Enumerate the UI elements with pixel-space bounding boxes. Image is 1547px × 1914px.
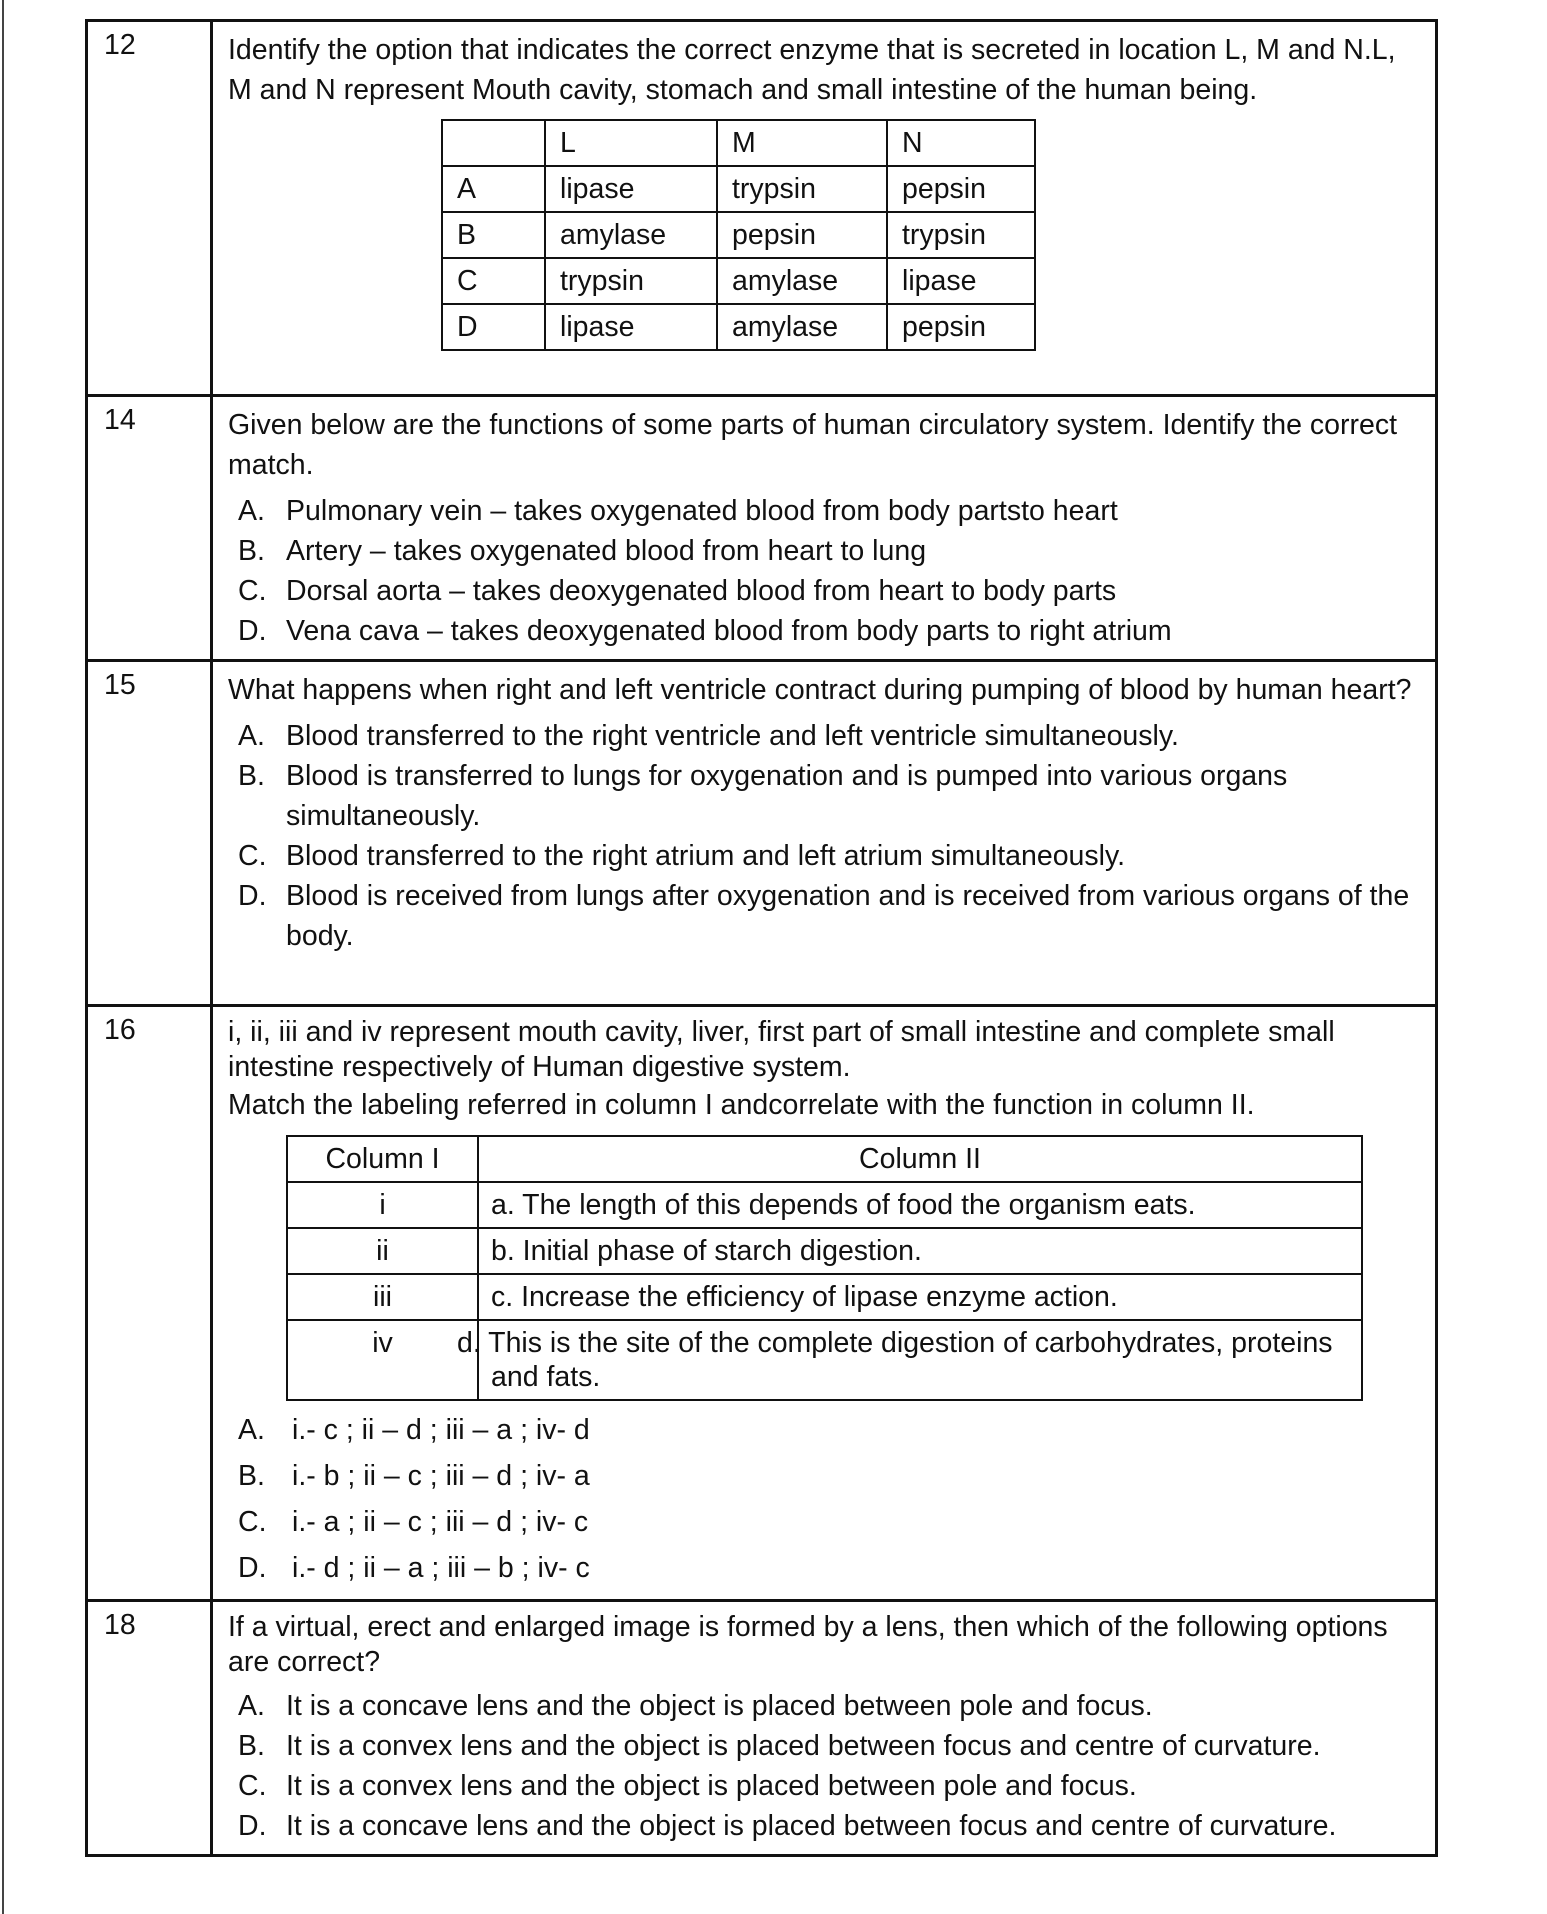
option-letter: B. [238,535,265,567]
option-item [228,836,1421,876]
table-cell: d. This is the site of the complete digestion of carbohydrates, proteins and fats. [478,1320,1362,1400]
option-item [228,491,1421,531]
table-cell: i [287,1182,478,1228]
question-row-15 [87,661,1437,1006]
option-letter: A. [238,720,265,752]
option-text: Artery – takes oxygenated blood from heart to lung [286,535,927,567]
table-cell: a. The length of this depends of food the organism eats. [478,1182,1362,1228]
table-cell: C [442,258,545,304]
option-item [228,1766,1421,1806]
option-item [228,716,1421,756]
table-cell: c. Increase the efficiency of lipase enzyme action. [478,1274,1362,1320]
option-text: It is a convex lens and the object is placed between focus and centre of curvature. [286,1730,1321,1762]
option-item [228,1545,1421,1591]
option-text: i.- d ; ii – a ; iii – b ; iv- c [292,1552,590,1584]
option-letter: B. [238,760,265,792]
question-body [212,1601,1437,1856]
table-cell: ii [287,1228,478,1274]
table-cell: amylase [545,212,717,258]
option-letter: D. [238,880,267,912]
option-letter: A. [238,495,265,527]
table-header-cell: Column I [287,1136,478,1182]
table-cell: iii [287,1274,478,1320]
table-cell: amylase [717,304,887,350]
table-row [442,304,1035,350]
table-row [287,1182,1362,1228]
table-row [442,258,1035,304]
option-text: It is a convex lens and the object is placed between pole and focus. [286,1770,1137,1802]
option-text: i.- c ; ii – d ; iii – a ; iv- d [292,1414,590,1446]
question-row-18 [87,1601,1437,1856]
option-text: i.- b ; ii – c ; iii – d ; iv- a [292,1460,590,1492]
table-cell: pepsin [887,166,1035,212]
question-text: i, ii, iii and iv represent mouth cavity, liver, first part of small intestine and complete small intestine respectively of Human digestive system. [228,1016,1335,1083]
question-number: 14 [87,396,212,661]
question-number: 15 [87,661,212,1006]
options-list [228,716,1421,956]
option-letter: D. [238,1552,267,1584]
table-cell: lipase [545,166,717,212]
question-table [85,19,1438,1857]
question-number: 18 [87,1601,212,1856]
table-cell: lipase [887,258,1035,304]
table-header-row [442,120,1035,166]
question-body [212,21,1437,396]
question-body [212,1006,1437,1601]
table-header-cell: N [887,120,1035,166]
table-cell: iv [287,1320,478,1400]
option-text: Blood transferred to the right atrium and left atrium simultaneously. [286,840,1126,872]
question-text: Given below are the functions of some parts of human circulatory system. Identify the correct match. [228,409,1398,481]
table-row [442,212,1035,258]
table-cell: b. Initial phase of starch digestion. [478,1228,1362,1274]
table-cell: pepsin [717,212,887,258]
question-text: If a virtual, erect and enlarged image is formed by a lens, then which of the following options are correct? [228,1611,1388,1678]
option-letter: D. [238,615,267,647]
table-row [287,1228,1362,1274]
options-list [228,1407,1421,1591]
option-text: Dorsal aorta – takes deoxygenated blood from heart to body parts [286,575,1117,607]
option-item [228,1726,1421,1766]
option-letter: C. [238,1506,267,1538]
option-text: Blood transferred to the right ventricle and left ventricle simultaneously. [286,720,1179,752]
table-row [287,1320,1362,1400]
question-number: 12 [87,21,212,396]
table-row [442,166,1035,212]
option-letter: A. [238,1414,265,1446]
option-item [228,571,1421,611]
option-text: i.- a ; ii – c ; iii – d ; iv- c [292,1506,589,1538]
option-text: Blood is received from lungs after oxygenation and is received from various organs of the body. [286,880,1410,952]
question-number: 16 [87,1006,212,1601]
table-cell: B [442,212,545,258]
option-letter: D. [238,1810,267,1842]
option-item [228,1499,1421,1545]
table-header-cell [442,120,545,166]
option-item [228,756,1421,836]
table-cell: trypsin [717,166,887,212]
option-item [228,531,1421,571]
enzyme-table [441,119,1036,351]
table-header-row [287,1136,1362,1182]
option-letter: B. [238,1460,265,1492]
table-header-cell: L [545,120,717,166]
option-item [228,1453,1421,1499]
option-letter: B. [238,1730,265,1762]
option-text: Pulmonary vein – takes oxygenated blood from body partsto heart [286,495,1118,527]
option-text: Blood is transferred to lungs for oxygenation and is pumped into various organs simultaneously. [286,760,1288,832]
option-item [228,876,1421,956]
table-cell: trypsin [887,212,1035,258]
match-table [286,1135,1363,1401]
option-text: Vena cava – takes deoxygenated blood from body parts to right atrium [286,615,1172,647]
option-item [228,1806,1421,1846]
option-item [228,611,1421,651]
option-letter: C. [238,1770,267,1802]
table-cell: D [442,304,545,350]
option-letter: C. [238,575,267,607]
table-row [287,1274,1362,1320]
option-text: It is a concave lens and the object is placed between focus and centre of curvature. [286,1810,1337,1842]
table-header-cell: Column II [478,1136,1362,1182]
option-text: It is a concave lens and the object is placed between pole and focus. [286,1690,1153,1722]
table-cell: A [442,166,545,212]
question-body [212,396,1437,661]
question-text: Identify the option that indicates the correct enzyme that is secreted in location L, M and N.L, M and N represent Mouth cavity, stomach and small intestine of the human being. [228,34,1396,106]
question-row-12 [87,21,1437,396]
question-instruction: Match the labeling referred in column I andcorrelate with the function in column II. [228,1089,1255,1121]
page-edge-line [2,0,4,1914]
table-cell: pepsin [887,304,1035,350]
option-letter: C. [238,840,267,872]
question-row-14 [87,396,1437,661]
option-item [228,1407,1421,1453]
options-list [228,491,1421,651]
question-body [212,661,1437,1006]
option-item [228,1686,1421,1726]
table-cell: lipase [545,304,717,350]
table-cell: trypsin [545,258,717,304]
options-list [228,1686,1421,1846]
table-header-cell: M [717,120,887,166]
option-letter: A. [238,1690,265,1722]
table-cell: amylase [717,258,887,304]
question-row-16 [87,1006,1437,1601]
question-text: What happens when right and left ventricle contract during pumping of blood by human heart? [228,674,1412,706]
